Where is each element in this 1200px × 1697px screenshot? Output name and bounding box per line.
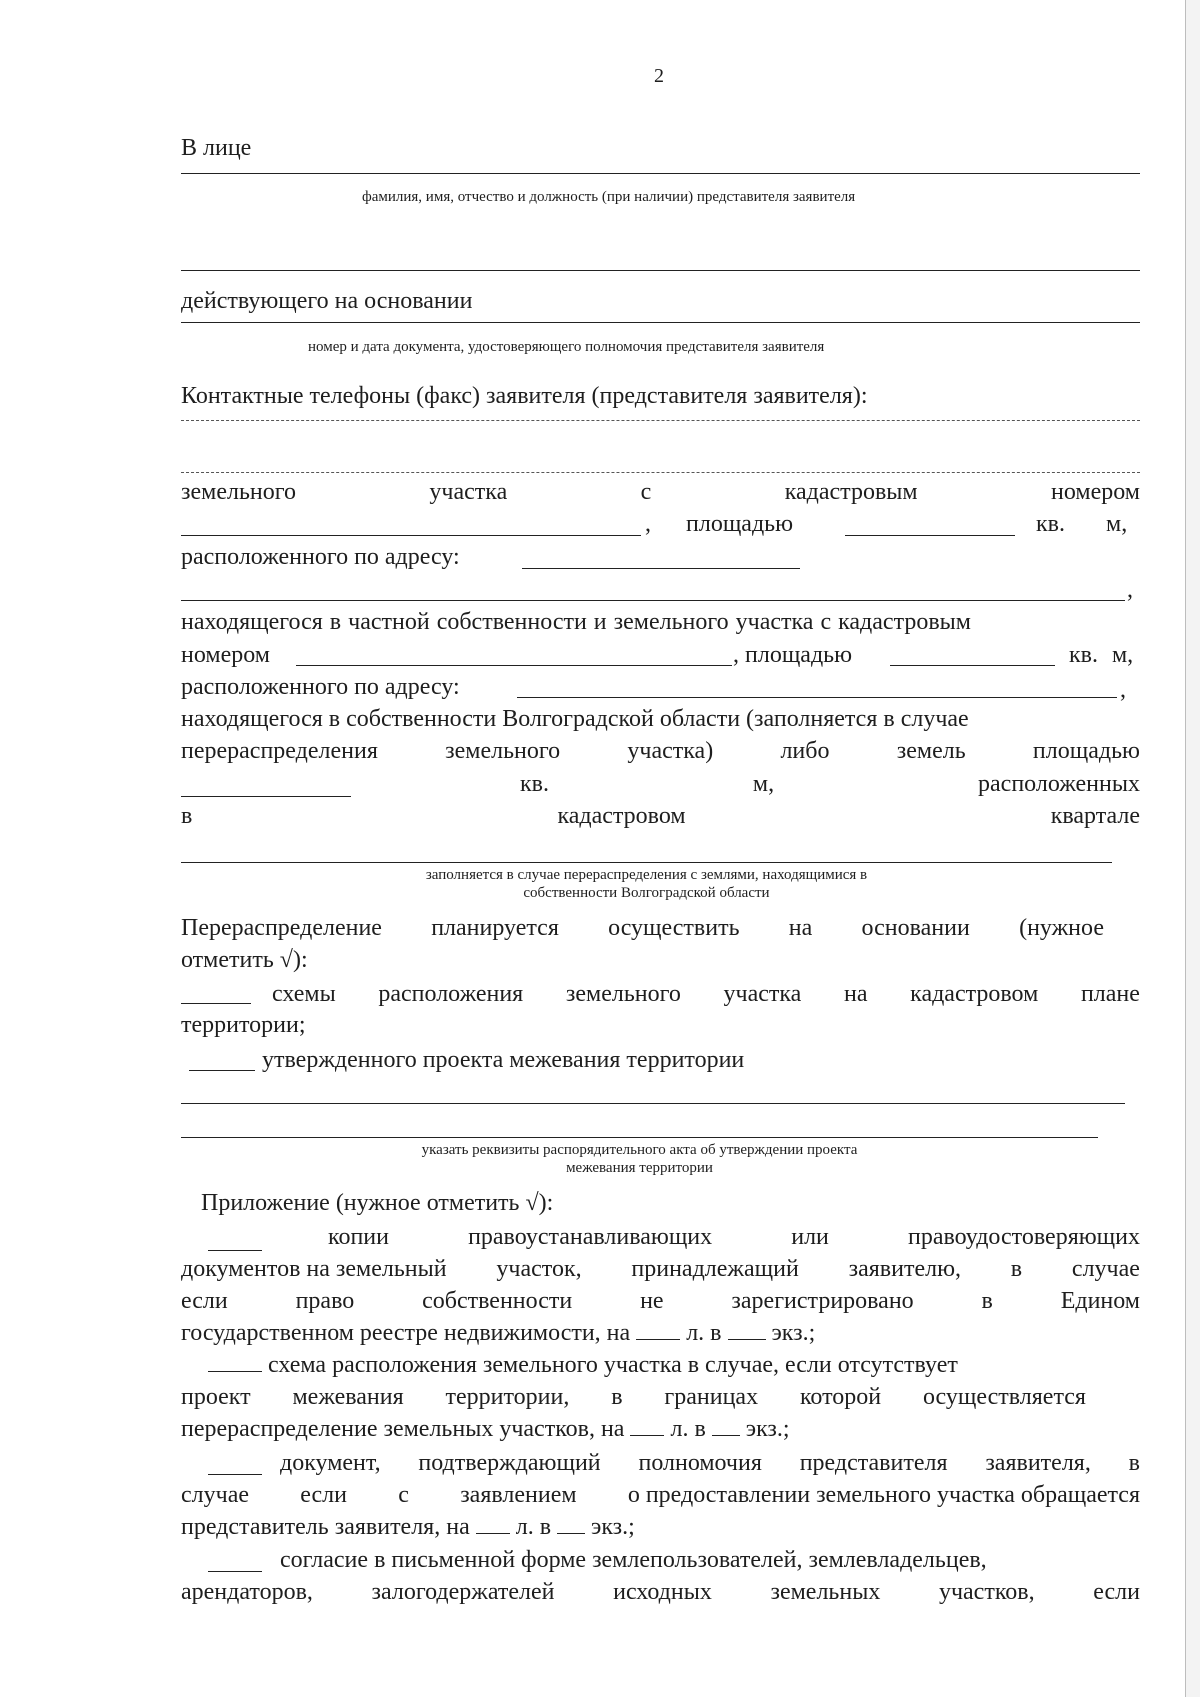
number-blank xyxy=(296,665,732,666)
text: перераспределение земельных участков, на xyxy=(181,1416,625,1442)
word: осуществляется xyxy=(922,1384,1086,1410)
word: участок, xyxy=(496,1256,582,1282)
text: представитель заявителя, на xyxy=(181,1514,470,1540)
word: границах xyxy=(664,1384,759,1410)
option1-continuation: территории; xyxy=(181,1012,306,1038)
quarter-caption xyxy=(181,866,1112,902)
word: участка) xyxy=(627,738,714,764)
address2-blank xyxy=(517,697,1117,698)
word: на xyxy=(843,981,868,1007)
word: территории, xyxy=(445,1384,570,1410)
basis-line-2: отметить √): xyxy=(181,947,308,973)
number-area-blank xyxy=(890,665,1055,666)
sheets-blank[interactable] xyxy=(636,1321,680,1340)
item4-checkbox-blank[interactable] xyxy=(208,1571,262,1572)
caption-line: собственности Волгоградской области xyxy=(523,885,770,901)
word: которой xyxy=(799,1384,882,1410)
item3-line-2 xyxy=(181,1483,1140,1507)
word: право xyxy=(295,1288,355,1314)
option2-line: утвержденного проекта межевания территории xyxy=(262,1047,745,1073)
word: арендаторов, xyxy=(181,1579,313,1605)
word: не xyxy=(640,1288,664,1314)
basis-label: действующего на основании xyxy=(181,288,473,314)
item1-line-1 xyxy=(328,1225,1140,1249)
item1-line-4 xyxy=(181,1321,815,1345)
word: расположенных xyxy=(978,771,1140,797)
quarter-blank xyxy=(181,862,1112,863)
word: документов на земельный xyxy=(181,1256,447,1282)
basis-caption: номер и дата документа, удостоверяющего полномочия представителя заявителя xyxy=(308,339,825,355)
plot-line-1 xyxy=(181,480,1140,504)
quarter-line xyxy=(181,804,1140,828)
word: расположения xyxy=(378,981,524,1007)
item1-line-2 xyxy=(181,1257,1140,1281)
word: плане xyxy=(1080,981,1140,1007)
copies-blank[interactable] xyxy=(728,1321,766,1340)
item2-line-1 xyxy=(208,1353,958,1377)
word: Перераспределение xyxy=(181,915,382,941)
item2-checkbox-blank[interactable] xyxy=(208,1353,262,1372)
number-area-label: , площадью xyxy=(733,642,853,668)
private-property-line: находящегося в частной собственности и земельного участка с кадастровым xyxy=(181,609,971,635)
text: схема расположения земельного участка в случае, если отсутствует xyxy=(268,1352,958,1378)
phones-line-1 xyxy=(181,420,1140,421)
word: случае xyxy=(1071,1256,1140,1282)
word: (нужное xyxy=(1019,915,1104,941)
word: заявлением xyxy=(460,1482,577,1508)
region-line: находящегося в собственности Волгоградской области (заполняется в случае xyxy=(181,706,969,732)
word: заявителю, xyxy=(848,1256,962,1282)
word: осуществить xyxy=(608,915,740,941)
rep-name-line xyxy=(181,173,1140,174)
item2-line-3 xyxy=(181,1417,790,1441)
sheets-blank[interactable] xyxy=(476,1515,510,1534)
copies-blank[interactable] xyxy=(557,1515,585,1534)
units-m: м, xyxy=(1106,511,1128,537)
attachments-heading: Приложение (нужное отметить √): xyxy=(201,1190,554,1216)
word: если xyxy=(181,1288,228,1314)
lands-area-blank xyxy=(181,796,351,797)
word: площадью xyxy=(1032,738,1140,764)
area-blank xyxy=(845,535,1015,536)
address2-label: расположенного по адресу: xyxy=(181,674,460,700)
word: участков, xyxy=(938,1579,1035,1605)
word: зарегистрировано xyxy=(731,1288,914,1314)
page-edge-scan-artifact xyxy=(1185,0,1200,1697)
item1-checkbox-blank[interactable] xyxy=(208,1250,262,1251)
text: государственном реестре недвижимости, на xyxy=(181,1320,631,1346)
text: экз.; xyxy=(771,1320,816,1346)
word: земельного xyxy=(445,738,561,764)
text: экз.; xyxy=(591,1514,635,1540)
word: кадастровым xyxy=(784,479,918,505)
sheets-blank[interactable] xyxy=(630,1417,664,1436)
word: квартале xyxy=(1050,803,1140,829)
word: на xyxy=(788,915,813,941)
word: участка xyxy=(723,981,802,1007)
phones-label: Контактные телефоны (факс) заявителя (представителя заявителя): xyxy=(181,383,868,409)
word: в xyxy=(1010,1256,1023,1282)
word: м, xyxy=(752,771,775,797)
word: планируется xyxy=(431,915,559,941)
act-caption xyxy=(181,1141,1098,1177)
word: случае xyxy=(181,1482,250,1508)
basis-line-1 xyxy=(181,916,1104,940)
word: если xyxy=(300,1482,348,1508)
act-details-line-1 xyxy=(181,1103,1125,1104)
text: л. в xyxy=(686,1320,722,1346)
page-number: 2 xyxy=(654,65,664,87)
word: номером xyxy=(1051,479,1140,505)
word: представителя xyxy=(799,1450,948,1476)
rep-name-line-2 xyxy=(181,270,1140,271)
word: принадлежащий xyxy=(631,1256,799,1282)
text: экз.; xyxy=(745,1416,790,1442)
text: л. в xyxy=(515,1514,552,1540)
caption-line: межевания территории xyxy=(566,1160,713,1176)
word: собственности xyxy=(422,1288,573,1314)
word: согласие xyxy=(280,1547,369,1573)
address-label: расположенного по адресу: xyxy=(181,544,460,570)
word: полномочия xyxy=(638,1450,762,1476)
copies-blank[interactable] xyxy=(712,1417,740,1436)
text: в письменной форме землепользователей, землевладельцев, xyxy=(374,1547,987,1573)
address-blank xyxy=(522,568,800,569)
item2-line-2 xyxy=(181,1385,1086,1409)
word: подтверждающий xyxy=(418,1450,601,1476)
area-label: площадью xyxy=(686,511,794,537)
comma: , xyxy=(1127,577,1133,603)
word: в xyxy=(181,803,193,829)
option1-line xyxy=(272,982,1140,1006)
redistribution-line xyxy=(181,739,1140,763)
word: заявителя, xyxy=(985,1450,1091,1476)
rep-caption: фамилия, имя, отчество и должность (при наличии) представителя заявителя xyxy=(362,189,856,205)
comma: , xyxy=(645,511,651,537)
word: кадастровом xyxy=(557,803,686,829)
word: перераспределения xyxy=(181,738,378,764)
item1-line-3 xyxy=(181,1289,1140,1313)
item4-line-1 xyxy=(280,1548,987,1572)
option2-checkbox-blank[interactable] xyxy=(189,1070,255,1071)
word: если xyxy=(1093,1579,1140,1605)
word: либо xyxy=(780,738,830,764)
word: залогодержателей xyxy=(371,1579,555,1605)
word: или xyxy=(791,1224,829,1250)
rep-label: В лице xyxy=(181,135,252,161)
word: о предоставлении земельного участка обращается xyxy=(627,1482,1140,1508)
word: Едином xyxy=(1060,1288,1140,1314)
word: схемы xyxy=(272,981,336,1007)
word: земель xyxy=(896,738,966,764)
word: межевания xyxy=(292,1384,404,1410)
word: с xyxy=(640,479,652,505)
item4-line-2 xyxy=(181,1580,1140,1604)
cadastral-number-blank xyxy=(181,535,641,536)
word: проект xyxy=(181,1384,251,1410)
word: с xyxy=(398,1482,409,1508)
word: земельного xyxy=(181,479,296,505)
word: исходных xyxy=(613,1579,712,1605)
lands-line xyxy=(520,772,1140,796)
word: кв. xyxy=(520,771,549,797)
item3-line-3 xyxy=(181,1515,635,1539)
word: копии xyxy=(328,1224,389,1250)
number-label: номером xyxy=(181,642,270,668)
word: в xyxy=(611,1384,623,1410)
word: правоудостоверяющих xyxy=(907,1224,1140,1250)
basis-doc-line xyxy=(181,322,1140,323)
comma: , xyxy=(1120,677,1126,703)
item3-checkbox-blank[interactable] xyxy=(208,1474,262,1475)
act-details-line-2 xyxy=(181,1137,1098,1138)
word: в xyxy=(1128,1450,1140,1476)
word: земельного xyxy=(565,981,681,1007)
word: земельных xyxy=(770,1579,881,1605)
word: правоустанавливающих xyxy=(468,1224,713,1250)
option1-checkbox-blank[interactable] xyxy=(181,1003,251,1004)
item3-line-1 xyxy=(280,1451,1140,1475)
number-units: кв. м, xyxy=(1069,642,1134,668)
address-line-2 xyxy=(181,600,1125,601)
text: л. в xyxy=(670,1416,706,1442)
caption-line: заполняется в случае перераспределения с землями, находящимися в xyxy=(425,867,868,883)
phones-line-2 xyxy=(181,472,1140,473)
units-kv: кв. xyxy=(1036,511,1065,537)
word: кадастровом xyxy=(910,981,1039,1007)
word: участка xyxy=(429,479,508,505)
word: основании xyxy=(861,915,970,941)
caption-line: указать реквизиты распорядительного акта об утверждении проекта xyxy=(421,1142,858,1158)
word: документ, xyxy=(280,1450,381,1476)
word: в xyxy=(981,1288,993,1314)
